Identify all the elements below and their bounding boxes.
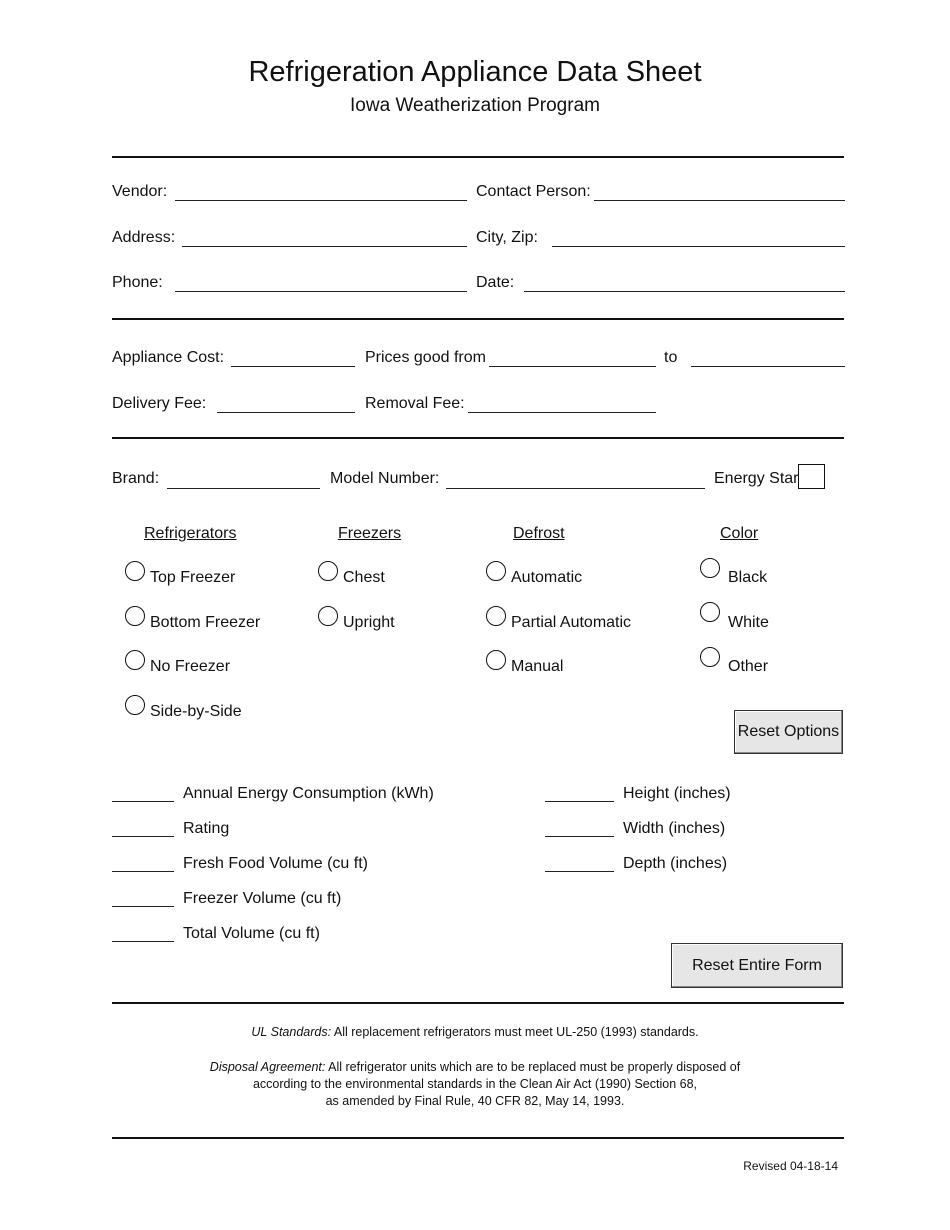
measurement-label: Annual Energy Consumption (kWh)	[183, 785, 434, 802]
total-volume-field[interactable]	[112, 941, 174, 942]
brand-label: Brand:	[112, 470, 160, 487]
revision-date: Revised 04-18-14	[743, 1159, 838, 1173]
divider	[112, 1137, 844, 1139]
delivery-fee-label: Delivery Fee:	[112, 395, 207, 412]
city-zip-field[interactable]	[552, 246, 845, 247]
measurement-label: Depth (inches)	[623, 855, 728, 872]
measurement-label: Freezer Volume (cu ft)	[183, 890, 342, 907]
appliance-cost-label: Appliance Cost:	[112, 349, 225, 366]
radio-label: Automatic	[511, 569, 583, 586]
divider	[112, 156, 844, 158]
date-field[interactable]	[524, 291, 845, 292]
height-field[interactable]	[545, 801, 614, 802]
depth-field[interactable]	[545, 871, 614, 872]
radio-white[interactable]	[700, 602, 720, 622]
city-zip-label: City, Zip:	[476, 229, 538, 246]
fresh-food-volume-field[interactable]	[112, 871, 174, 872]
radio-label: Partial Automatic	[511, 614, 632, 631]
radio-label: Upright	[343, 614, 395, 631]
delivery-fee-field[interactable]	[217, 412, 355, 413]
disposal-agreement-note	[0, 1059, 950, 1110]
page-title: Refrigeration Appliance Data Sheet	[248, 56, 702, 88]
divider	[112, 437, 844, 439]
radio-chest[interactable]	[318, 561, 338, 581]
phone-label: Phone:	[112, 274, 163, 291]
measurement-label: Height (inches)	[623, 785, 731, 802]
rating-field[interactable]	[112, 836, 174, 837]
phone-field[interactable]	[175, 291, 467, 292]
measurement-label: Rating	[183, 820, 230, 837]
radio-black[interactable]	[700, 558, 720, 578]
disposal-line: All refrigerator units which are to be replaced must be properly disposed of	[325, 1060, 741, 1074]
freezer-volume-field[interactable]	[112, 906, 174, 907]
radio-label: Manual	[511, 658, 564, 675]
measurement-label: Width (inches)	[623, 820, 726, 837]
energy-star-label: Energy Star	[714, 470, 799, 487]
model-number-label: Model Number:	[330, 470, 440, 487]
address-field[interactable]	[182, 246, 467, 247]
measurement-label: Total Volume (cu ft)	[183, 925, 320, 942]
refrigerators-heading: Refrigerators	[144, 525, 237, 542]
radio-label: No Freezer	[150, 658, 231, 675]
contact-person-field[interactable]	[594, 200, 845, 201]
appliance-cost-field[interactable]	[231, 366, 355, 367]
radio-upright[interactable]	[318, 606, 338, 626]
radio-label: Side-by-Side	[150, 703, 242, 720]
radio-label: Chest	[343, 569, 385, 586]
vendor-field[interactable]	[175, 200, 467, 201]
prices-to-label: to	[664, 349, 678, 366]
brand-field[interactable]	[167, 488, 320, 489]
radio-top-freezer[interactable]	[125, 561, 145, 581]
radio-automatic[interactable]	[486, 561, 506, 581]
energy-star-checkbox[interactable]	[798, 464, 825, 489]
color-heading: Color	[720, 525, 759, 542]
radio-label: White	[728, 614, 769, 631]
prices-to-field[interactable]	[691, 366, 845, 367]
radio-partial-automatic[interactable]	[486, 606, 506, 626]
radio-label: Top Freezer	[150, 569, 236, 586]
contact-person-label: Contact Person:	[476, 183, 591, 200]
prices-from-field[interactable]	[489, 366, 656, 367]
divider	[112, 318, 844, 320]
ul-standards-text: All replacement refrigerators must meet UL-250 (1993) standards.	[331, 1025, 699, 1039]
address-label: Address:	[112, 229, 176, 246]
page-subtitle: Iowa Weatherization Program	[350, 95, 600, 116]
reset-entire-form-button[interactable]: Reset Entire Form	[671, 943, 843, 988]
width-field[interactable]	[545, 836, 614, 837]
removal-fee-label: Removal Fee:	[365, 395, 465, 412]
radio-other[interactable]	[700, 647, 720, 667]
ul-standards-title: UL Standards:	[251, 1025, 332, 1039]
radio-label: Other	[728, 658, 769, 675]
reset-options-button[interactable]: Reset Options	[734, 710, 843, 754]
ul-standards-note	[0, 1024, 950, 1041]
radio-manual[interactable]	[486, 650, 506, 670]
removal-fee-field[interactable]	[468, 412, 656, 413]
date-label: Date:	[476, 274, 515, 291]
radio-label: Bottom Freezer	[150, 614, 261, 631]
freezers-heading: Freezers	[338, 525, 402, 542]
model-number-field[interactable]	[446, 488, 705, 489]
vendor-label: Vendor:	[112, 183, 168, 200]
radio-no-freezer[interactable]	[125, 650, 145, 670]
disposal-line: as amended by Final Rule, 40 CFR 82, May 14, 1993.	[325, 1094, 625, 1108]
prices-good-from-label: Prices good from	[365, 349, 486, 366]
radio-bottom-freezer[interactable]	[125, 606, 145, 626]
disposal-agreement-title: Disposal Agreement:	[209, 1060, 326, 1074]
radio-side-by-side[interactable]	[125, 695, 145, 715]
disposal-line: according to the environmental standards in the Clean Air Act (1990) Section 68,	[252, 1077, 697, 1091]
radio-label: Black	[728, 569, 768, 586]
defrost-heading: Defrost	[513, 525, 565, 542]
energy-consumption-field[interactable]	[112, 801, 174, 802]
measurement-label: Fresh Food Volume (cu ft)	[183, 855, 368, 872]
divider	[112, 1002, 844, 1004]
